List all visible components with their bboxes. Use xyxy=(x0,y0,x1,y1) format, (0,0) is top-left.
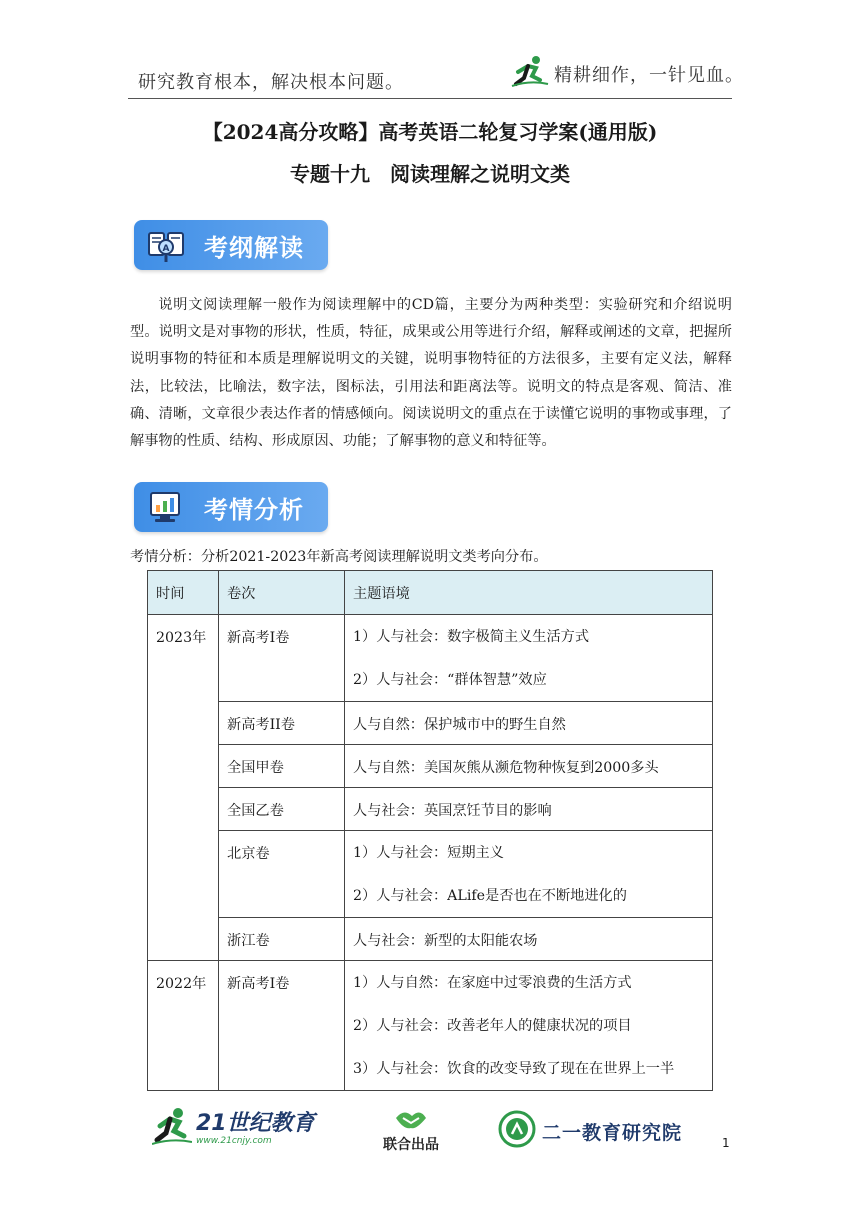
computer-chart-icon xyxy=(144,485,188,529)
topic-line: 2）人与社会：“群体智慧”效应 xyxy=(353,672,547,688)
logo2-text: 联合出品 xyxy=(383,1137,439,1153)
year-cell: 2023年 xyxy=(148,615,219,961)
table-row xyxy=(148,831,713,918)
section-banner-label: 考情分析 xyxy=(204,495,304,524)
table-header-row xyxy=(148,571,713,615)
paper-cell: 北京卷 xyxy=(219,831,345,918)
page-number: 1 xyxy=(722,1136,730,1150)
topic-cell: 人与社会：英国烹饪节目的影响 xyxy=(345,788,713,831)
table-row xyxy=(148,788,713,831)
table-row xyxy=(148,918,713,961)
table-row xyxy=(148,961,713,1091)
section-banner-analysis xyxy=(134,482,328,532)
topic-cell: 人与自然：美国灰熊从濒危物种恢复到2000多头 xyxy=(345,745,713,788)
topic-cell: 人与自然：保护城市中的野生自然 xyxy=(345,702,713,745)
document-subtitle: 专题十九 阅读理解之说明文类 xyxy=(290,162,570,186)
paper-cell: 浙江卷 xyxy=(219,918,345,961)
paper-cell: 新高考I卷 xyxy=(219,615,345,702)
topic-cell: 人与社会：新型的太阳能农场 xyxy=(345,918,713,961)
paper-cell: 新高考I卷 xyxy=(219,961,345,1091)
exam-topic-table xyxy=(147,570,713,1091)
runner-logo-icon xyxy=(510,54,550,94)
section-banner-outline xyxy=(134,220,328,270)
header-motto-group xyxy=(510,56,744,92)
book-magnifier-icon xyxy=(144,223,188,267)
outline-paragraph: 说明文阅读理解一般作为阅读理解中的CD篇，主要分为两种类型：实验研究和介绍说明型。说明文是对事物的形状，性质，特征，成果或公用等进行介绍，解释或阐述的文章，把握所说明事物的特征和本质是理解说明文的关键，说明事物特征的方法很多，主要有定义法，解释法，比较法，比喻法，数字法，图标法，引用法和距离法等。说明文的特点是客观、简洁、准确、清晰，文章很少表达作者的情感倾向。阅读说明文的重点在于读懂它说明的事物或事理，了解事物的性质、结构、形成原因、功能；了解事物的意义和特征等。 xyxy=(130,297,732,450)
topic-cell xyxy=(345,615,713,702)
header-topic: 主题语境 xyxy=(345,571,713,615)
table-row xyxy=(148,702,713,745)
paper-cell: 新高考II卷 xyxy=(219,702,345,745)
paper-cell: 全国乙卷 xyxy=(219,788,345,831)
logo3-text: 二一教育研究院 xyxy=(542,1121,683,1144)
header-divider xyxy=(128,98,732,99)
topic-line: 1）人与社会：短期主义 xyxy=(353,845,504,861)
footer xyxy=(0,1106,860,1156)
section-banner-label: 考纲解读 xyxy=(204,233,304,262)
topic-line: 2）人与社会：ALife是否也在不断地进化的 xyxy=(353,888,627,904)
runner-logo-icon xyxy=(152,1106,192,1152)
topic-line: 3）人与社会：饮食的改变导致了现在在世界上一半 xyxy=(353,1061,675,1077)
logo1-url: www.21cnjy.com xyxy=(196,1136,272,1146)
topic-line: 2）人与社会：改善老年人的健康状况的项目 xyxy=(353,1018,632,1034)
seal-icon xyxy=(498,1110,536,1152)
paper-cell: 全国甲卷 xyxy=(219,745,345,788)
svg-text:A: A xyxy=(162,244,170,254)
analysis-intro: 考情分析：分析2021-2023年新高考阅读理解说明文类考向分布。 xyxy=(130,549,548,565)
topic-cell xyxy=(345,961,713,1091)
topic-line: 1）人与自然：在家庭中过零浪费的生活方式 xyxy=(353,975,632,991)
year-cell: 2022年 xyxy=(148,961,219,1091)
logo-research xyxy=(498,1110,682,1152)
logo-21cnjy xyxy=(152,1106,315,1152)
header-slogan: 研究教育根本，解决根本问题。 xyxy=(138,72,404,93)
document-title: 【2024高分攻略】高考英语二轮复习学案(通用版) xyxy=(202,120,658,144)
topic-line: 1）人与社会：数字极简主义生活方式 xyxy=(353,629,590,645)
header-time: 时间 xyxy=(148,571,219,615)
logo-joint xyxy=(376,1106,446,1154)
header-motto: 精耕细作，一针见血。 xyxy=(554,65,744,86)
topic-cell xyxy=(345,831,713,918)
table-row xyxy=(148,615,713,702)
logo1-text: 21世纪教育 xyxy=(196,1111,315,1136)
table-row xyxy=(148,745,713,788)
header-paper: 卷次 xyxy=(219,571,345,615)
